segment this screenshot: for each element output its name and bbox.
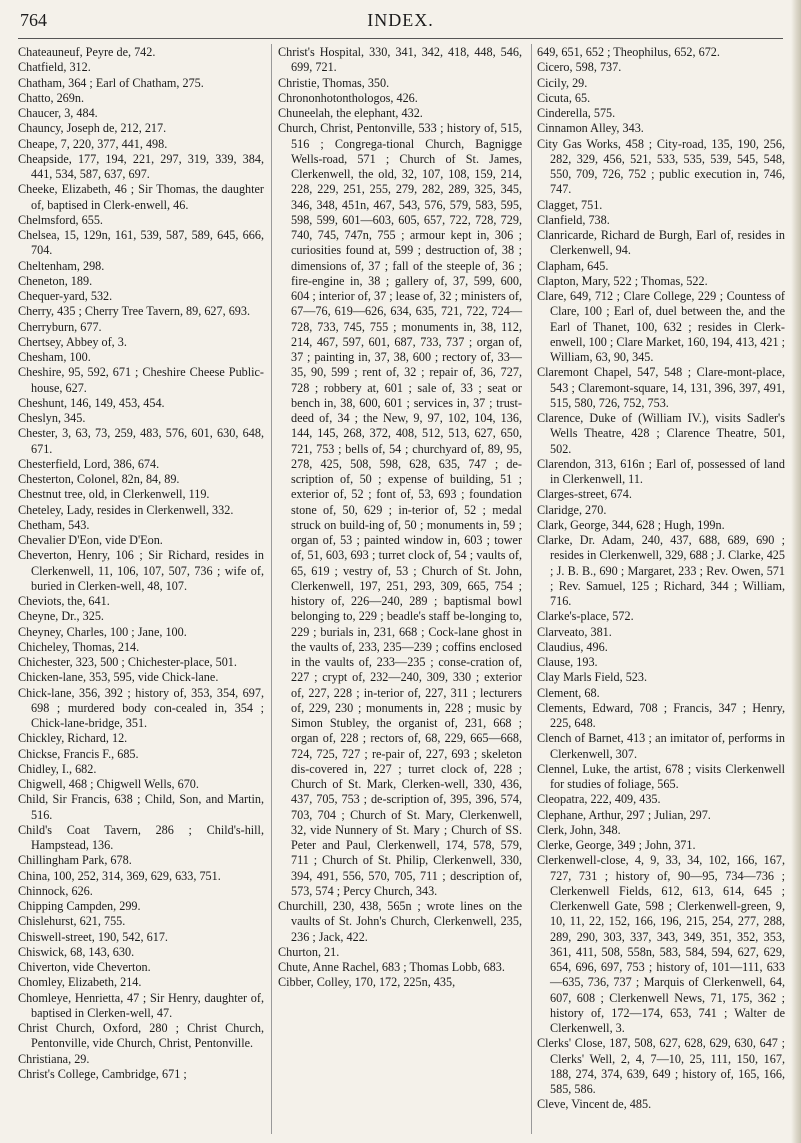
index-entry: Chestnut tree, old, in Clerkenwell, 119. [18, 487, 210, 502]
index-entry: Claudius, 496. [537, 639, 608, 654]
index-entry: Christ Church, Oxford, 280 ; Christ Church, Pentonville, vide Church, Christ, Pentonville. [18, 1021, 264, 1051]
index-entry: Clennel, Luke, the artist, 678 ; visits Clerkenwell for studies of foliage, 565. [537, 761, 785, 791]
index-entry: Chesterfield, Lord, 386, 674. [18, 456, 160, 471]
index-entry: Chesterton, Colonel, 82n, 84, 89. [18, 472, 180, 486]
index-entry: Cheyne, Dr., 325. [18, 609, 104, 624]
column-divider [531, 44, 532, 1134]
index-entry: Chetham, 543. [18, 517, 90, 532]
index-entry: Chatfield, 312. [18, 60, 91, 75]
index-entry: Chiswell-street, 190, 542, 617. [18, 929, 168, 944]
index-entry: Chichester, 323, 500 ; Chichester-place, 501. [18, 655, 237, 669]
index-entry: Cheshunt, 146, 149, 453, 454. [18, 395, 165, 410]
index-entry: Clephane, Arthur, 297 ; Julian, 297. [537, 807, 711, 822]
index-entry: Cicuta, 65. [537, 90, 591, 105]
index-entry: Cheteley, Lady, resides in Clerkenwell, 332. [18, 502, 234, 517]
index-entry: City Gas Works, 458 ; City-road, 135, 190, 256, 282, 329, 456, 521, 533, 535, 539, 545, 548, 550, 709, 726, 752 ; public execution in, 746, 747. [537, 136, 785, 197]
index-entry: Chick-lane, 356, 392 ; history of, 353, 354, 697, 698 ; murdered body con-cealed in, 354 ; Chick-lane-bridge, 351. [18, 685, 264, 730]
index-entry: China, 100, 252, 314, 369, 629, 633, 751. [18, 868, 221, 883]
index-entry: Church, Christ, Pentonville, 533 ; history of, 515, 516 ; Congrega-tional Church, Bagnigge Wells-road, 571 ; Church of St. James, Clerkenwell, the old, 32, 107, 108, 159, 214, 228, 229, 251, 255, 279, 282, 289, 325, 345, 346, 348, 451n, 467, 543, 576, 579, 583, 595, 598, 599, 601—603, 605, 657, 722, 728, 729, 740, 745, 747n, 755 ; armour kept in, 306 ; curiosities found at, 599 ; destruction of, 38 ; dimensions of, 37 ; fall of the steeple of, 36 ; fire-engine in, 38 ; gallery of, 37, 599, 600, 604 ; interior of, 37 ; lease of, 32 ; ministers of, 67—76, 619—626, 634, 635, 721, 722, 724—728, 733, 745, 755 ; monuments in, 38, 112, 214, 467, 597, 601, 687, 733, 737 ; organ of, 37 ; painting in, 37, 38, 600 ; rectory of, 33—35, 90, 599 ; rent of, 32 ; repair of, 36, 727, 728 ; robbery at, 601 ; sale of, 33 ; seat or bench in, 38, 600, 601 ; services in, 37 ; trust-deed of, 34 ; the New, 9, 97, 102, 104, 136, 144, 145, 268, 372, 408, 512, 513, 627, 650, 721, 753 ; bells of, 54 ; churchyard of, 89, 95, 278, 425, 508, 598, 628, 635, 747 ; de-scription of, 50 ; expense of building, 51 ; exterior of, 52 ; font of, 53, 693 ; foundation stone of, 50, 629 ; in-terior of, 52 ; medal struck on build-ing of, 50 ; monuments in, 59 ; organ of, 53 ; painted window in, 603 ; tower of, 51, 603, 693 ; turret clock of, 54 ; vaults of, 65, 619 ; vestry of, 53 ; Church of St. John, Clerkenwell, 197, 251, 293, 309, 665, 754 ; history of, 226—240, 289 ; baptismal bowl belonging to, 229 ; beadle's staff be-longing to, 229 ; burials in, 231, 668 ; Cock-lane ghost in the vaults of, 233, 235—239 ; coffins enclosed in the vaults of, 233—235 ; conse-cration of, 227 ; crypt of, 232—240, 309, 330 ; exterior of, 227, 228 ; in-terior of, 227, 311 ; lecturers of, 229, 230 ; monuments in, 228 ; music by Simon Stubley, the organist of, 231, 668 ; organ of, 228 ; rectors of, 68, 229, 665—668, 724, 725, 727 ; re-pair of, 227, 693 ; skeleton dis-covered in, 227 ; turret clock of, 228 ; Church of St. Mark, Clerken-well, 330, 436, 437, 705, 753 ; de-scription of, 395, 396, 574, 703, 704 ; Church of St. Mary, Clerkenwell, 32, vide Nunnery of St. Mary ; Church of SS. Peter and Paul, Clerkenwell, 174, 578, 579, 711 ; Church of St. Philip, Clerkenwell, 330, 394, 491, 556, 570, 705, 711 ; description of, 573, 574 ; Percy Church, 343. [278, 121, 522, 898]
index-entry: Clapton, Mary, 522 ; Thomas, 522. [537, 273, 708, 288]
index-entry: Churton, 21. [278, 944, 340, 959]
index-entry: Cleve, Vincent de, 485. [537, 1097, 652, 1112]
index-entry: Chinnock, 626. [18, 883, 93, 898]
index-entry: Clause, 193. [537, 655, 598, 669]
index-entry: Cheyney, Charles, 100 ; Jane, 100. [18, 624, 187, 639]
index-entry: Clench of Barnet, 413 ; an imitator of, performs in Clerkenwell, 307. [537, 731, 785, 761]
index-entry: Clapham, 645. [537, 258, 609, 273]
index-entry: Clarke's-place, 572. [537, 609, 634, 624]
index-entry: Cheapside, 177, 194, 221, 297, 319, 339, 384, 441, 534, 587, 637, 697. [18, 151, 264, 181]
index-entry: Chillingham Park, 678. [18, 853, 132, 868]
index-entry: Chuneelah, the elephant, 432. [278, 106, 423, 120]
index-entry: Clement, 68. [537, 685, 600, 700]
index-entry: Christ's College, Cambridge, 671 ; [18, 1066, 187, 1081]
index-entry: Clements, Edward, 708 ; Francis, 347 ; Henry, 225, 648. [537, 700, 785, 730]
index-entry: Chigwell, 468 ; Chigwell Wells, 670. [18, 777, 199, 791]
index-entry: Cinnamon Alley, 343. [537, 121, 644, 136]
index-entry: Claridge, 270. [537, 502, 607, 517]
index-entry: Cheshire, 95, 592, 671 ; Cheshire Cheese Public-house, 627. [18, 365, 264, 395]
index-column-right [537, 45, 785, 1113]
page-number: 764 [20, 10, 47, 30]
page-edge-shadow [791, 0, 801, 1143]
index-entry: Churchill, 230, 438, 565n ; wrote lines on the vaults of St. John's Church, Clerkenwell, 235, 236 ; Jack, 422. [278, 899, 522, 944]
index-entry: Cheneton, 189. [18, 273, 93, 288]
index-entry: Clerke, George, 349 ; John, 371. [537, 838, 696, 852]
index-entry: Child, Sir Francis, 638 ; Child, Son, and Martin, 516. [18, 792, 264, 822]
index-entry: Chelsea, 15, 129n, 161, 539, 587, 589, 645, 666, 704. [18, 228, 264, 258]
index-entry: Chicken-lane, 353, 595, vide Chick-lane. [18, 670, 219, 685]
index-entry: Chomleye, Henrietta, 47 ; Sir Henry, daughter of, baptised in Clerken-well, 47. [18, 990, 264, 1020]
index-entry: Chevalier D'Eon, vide D'Eon. [18, 533, 163, 547]
index-column-left [18, 45, 264, 1082]
column-divider [271, 44, 272, 1134]
index-entry: Chicheley, Thomas, 214. [18, 639, 140, 654]
header-rule [18, 38, 783, 39]
index-entry: Chatto, 269n. [18, 90, 85, 105]
index-entry: Clanricarde, Richard de Burgh, Earl of, resides in Clerkenwell, 94. [537, 228, 785, 258]
index-entry: Christiana, 29. [18, 1051, 90, 1066]
index-entry: Cheverton, Henry, 106 ; Sir Richard, resides in Clerkenwell, 11, 106, 107, 507, 736 ; wife of, buried in Clerken-well, 48, 107. [18, 548, 264, 593]
index-entry: Chertsey, Abbey of, 3. [18, 334, 127, 349]
index-entry: Chrononhotonthologos, 426. [278, 90, 418, 105]
index-entry: Clerks' Close, 187, 508, 627, 628, 629, 630, 647 ; Clerks' Well, 2, 4, 7—10, 25, 111, 150, 167, 188, 274, 374, 639, 649 ; history of, 165, 166, 585, 586. [537, 1036, 785, 1096]
index-entry: Child's Coat Tavern, 286 ; Child's-hill, Hampstead, 136. [18, 822, 264, 852]
index-entry: Clarendon, 313, 616n ; Earl of, possessed of land in Clerkenwell, 11. [537, 456, 785, 486]
index-entry: Cheeke, Elizabeth, 46 ; Sir Thomas, the daughter of, baptised in Clerk-enwell, 46. [18, 182, 264, 212]
index-entry: Christie, Thomas, 350. [278, 75, 390, 90]
index-entry: Cinderella, 575. [537, 106, 616, 120]
index-entry: Cherry, 435 ; Cherry Tree Tavern, 89, 627, 693. [18, 304, 251, 319]
index-entry: Chiswick, 68, 143, 630. [18, 944, 135, 959]
index-entry: Chickse, Francis F., 685. [18, 746, 139, 761]
index-entry: Chesham, 100. [18, 350, 91, 364]
index-entry: Clerk, John, 348. [537, 822, 621, 837]
index-entry: Chipping Campden, 299. [18, 899, 141, 913]
index-entry: Chute, Anne Rachel, 683 ; Thomas Lobb, 683. [278, 960, 505, 974]
index-entry: Clare, 649, 712 ; Clare College, 229 ; Countess of Clare, 100 ; Earl of, duel between the, and the Earl of Thanet, 100, 632 ; resides in Clerk-enwell, 100 ; Clare Market, 160, 194, 413, 421 ; William, 63, 90, 345. [537, 289, 785, 364]
index-entry: Clarke, Dr. Adam, 240, 437, 688, 689, 690 ; resides in Clerkenwell, 329, 688 ; J. Clarke, 425 ; J. B. B., 690 ; Margaret, 233 ; Rev. Owen, 571 ; Rev. Samuel, 125 ; Richard, 344 ; William, 716. [537, 533, 785, 608]
index-entry: Chauncy, Joseph de, 212, 217. [18, 121, 167, 136]
index-entry: Chidley, I., 682. [18, 761, 97, 776]
index-entry: Cheslyn, 345. [18, 411, 86, 425]
index-entry: Chester, 3, 63, 73, 259, 483, 576, 601, 630, 648, 671. [18, 426, 264, 456]
index-entry: Chatham, 364 ; Earl of Chatham, 275. [18, 75, 204, 90]
index-entry: Chislehurst, 621, 755. [18, 914, 126, 929]
index-entry: Clanfield, 738. [537, 212, 610, 227]
index-entry: Clark, George, 344, 628 ; Hugh, 199n. [537, 517, 725, 532]
index-entry: Clarges-street, 674. [537, 487, 632, 502]
index-entry: Chomley, Elizabeth, 214. [18, 975, 142, 990]
index-entry: Cicero, 598, 737. [537, 60, 622, 75]
index-entry: Cicily, 29. [537, 75, 588, 90]
index-entry: Clarence, Duke of (William IV.), visits Sadler's Wells Theatre, 428 ; Clarence Theatre, 501, 502. [537, 411, 785, 456]
index-entry: Cheviots, the, 641. [18, 594, 110, 608]
index-entry: Chaucer, 3, 484. [18, 106, 98, 120]
index-entry: Chiverton, vide Cheverton. [18, 960, 151, 974]
index-entry: Clarveato, 381. [537, 624, 612, 639]
index-entry: 649, 651, 652 ; Theophilus, 652, 672. [537, 45, 720, 59]
index-entry: Clerkenwell-close, 4, 9, 33, 34, 102, 166, 167, 727, 731 ; history of, 90—95, 734—736 ; Clerkenwell Fields, 612, 613, 614, 645 ; Clerkenwell Gate, 598 ; Clerkenwell-green, 9, 10, 11, 22, 152, 166, 196, 215, 254, 277, 288, 289, 290, 303, 337, 343, 349, 351, 352, 353, 361, 411, 508, 558n, 583, 584, 594, 627, 629, 654, 696, 697, 753 ; history of, 101—111, 633—635, 736, 737 ; Marquis of Clerkenwell, 64, 607, 608 ; Clerkenwell News, 71, 175, 362 ; history of, 172—174, 653, 741 ; Walter de Clerkenwell, 3. [537, 853, 785, 1035]
index-entry: Cheltenham, 298. [18, 258, 105, 273]
index-entry: Cherryburn, 677. [18, 319, 102, 334]
index-entry: Chelmsford, 655. [18, 212, 103, 227]
page-title: INDEX. [367, 10, 434, 30]
index-entry: Cheape, 7, 220, 377, 441, 498. [18, 136, 168, 151]
index-column-middle [278, 45, 522, 991]
index-entry: Chequer-yard, 532. [18, 289, 113, 303]
index-entry: Claremont Chapel, 547, 548 ; Clare-mont-place, 543 ; Claremont-square, 14, 131, 396, 397, 491, 515, 580, 726, 752, 753. [537, 365, 785, 410]
page-header [0, 10, 801, 40]
index-entry: Chickley, Richard, 12. [18, 731, 128, 746]
index-entry: Christ's Hospital, 330, 341, 342, 418, 448, 546, 699, 721. [278, 45, 522, 75]
index-entry: Clay Marls Field, 523. [537, 670, 648, 685]
index-entry: Clagget, 751. [537, 197, 603, 212]
index-entry: Cleopatra, 222, 409, 435. [537, 792, 661, 807]
index-entry: Chateauneuf, Peyre de, 742. [18, 45, 156, 59]
index-entry: Cibber, Colley, 170, 172, 225n, 435, [278, 975, 456, 990]
